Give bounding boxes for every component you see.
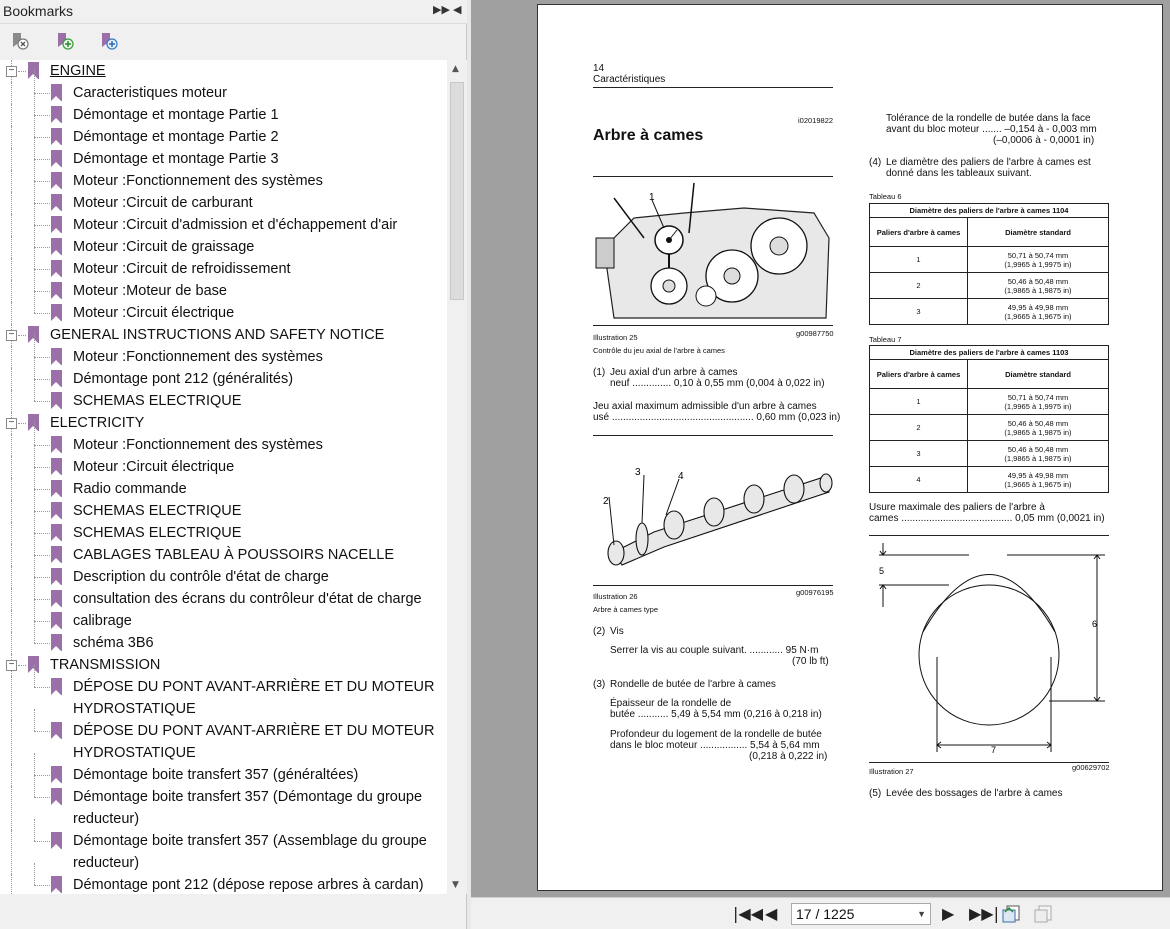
bearing-number: 2	[870, 273, 968, 299]
ill25-bottom-rule	[593, 325, 833, 326]
tree-connector	[34, 819, 35, 841]
tree-connector	[34, 753, 35, 775]
document-viewport[interactable]	[471, 0, 1170, 897]
bearing-diameter	[968, 299, 1109, 325]
bookmark-item[interactable]	[0, 126, 447, 148]
page-number: 14	[593, 63, 605, 74]
bookmark-item[interactable]	[0, 82, 447, 104]
tree-connector	[34, 445, 35, 467]
tolerance-line2: avant du bloc moteur ....... –0,154 à - 0,003 mm	[886, 124, 1097, 135]
tree-connector	[34, 621, 50, 622]
bookmark-label: consultation des écrans du contrôleur d'état de charge	[73, 591, 422, 607]
tree-connector	[34, 577, 35, 599]
ill26-camshaft-drawing	[594, 457, 834, 583]
table6-title: Diamètre des paliers de l'arbre à cames 1104	[870, 204, 1109, 218]
bookmark-label: schéma 3B6	[73, 635, 154, 651]
item5-title: Levée des bossages de l'arbre à cames	[886, 788, 1063, 799]
tree-connector	[34, 445, 50, 446]
bearing-diameter	[968, 247, 1109, 273]
bookmark-label: Moteur :Fonctionnement des systèmes	[73, 349, 323, 365]
tree-connector	[34, 885, 50, 886]
tree-connector	[34, 203, 50, 204]
tree-connector	[34, 71, 35, 93]
table6-col1: Paliers d'arbre à cames	[870, 218, 968, 247]
tree-connector	[18, 335, 26, 336]
tree-connector	[34, 489, 35, 511]
bookmark-item[interactable]	[0, 566, 447, 588]
ill26-top-rule	[593, 435, 833, 436]
tree-connector	[34, 665, 35, 687]
item3-number: (3)	[593, 679, 606, 690]
item2-line1: Serrer la vis au couple suivant. ............ 95 N·m	[610, 645, 819, 656]
tree-connector	[18, 71, 26, 72]
bearing-number: 1	[870, 247, 968, 273]
diameter-in: (1,9865 à 1,9875 in)	[1004, 453, 1072, 463]
bookmark-label: CABLAGES TABLEAU À POUSSOIRS NACELLE	[73, 547, 394, 563]
bookmark-label: calibrage	[73, 613, 132, 629]
tree-connector	[34, 357, 50, 358]
tree-connector	[34, 357, 35, 379]
bookmark-item[interactable]	[0, 170, 447, 192]
table-row	[870, 247, 1109, 273]
ill26-bottom-rule	[593, 585, 833, 586]
bearing-diameter	[968, 467, 1109, 493]
item1-line1: Jeu axial d'un arbre à cames	[610, 367, 738, 378]
bookmark-label: Moteur :Fonctionnement des systèmes	[73, 173, 323, 189]
item3-depth3: (0,218 à 0,222 in)	[749, 751, 828, 762]
bookmark-label: Moteur :Circuit de refroidissement	[73, 261, 291, 277]
diameter-in: (1,9665 à 1,9675 in)	[1004, 479, 1072, 489]
bookmark-icon	[51, 568, 62, 585]
ill26-caption: Arbre à cames type	[593, 605, 659, 614]
diameter-mm: 50,71 à 50,74 mm	[1007, 250, 1069, 260]
tree-connector	[34, 379, 50, 380]
tree-connector	[34, 643, 50, 644]
bookmark-icon	[51, 722, 62, 739]
item3-thick2: butée ........... 5,49 à 5,54 mm (0,216 à 0,218 in)	[610, 709, 822, 720]
next-view-icon[interactable]	[1033, 904, 1055, 924]
bearing-number: 2	[870, 415, 968, 441]
page-navigation-bar	[471, 897, 1170, 929]
item2-number: (2)	[593, 626, 606, 637]
bookmarks-scrollbar[interactable]	[447, 60, 467, 894]
tree-connector	[34, 709, 35, 731]
bookmark-icon	[51, 194, 62, 211]
ill27-top-rule	[869, 535, 1109, 536]
bearing-number: 4	[870, 467, 968, 493]
tree-connector	[34, 379, 35, 401]
tree-connector	[34, 313, 50, 314]
ill25-callout-1: 1	[649, 192, 655, 203]
ill26-callout-3: 3	[635, 467, 641, 478]
bearing-diameter	[968, 415, 1109, 441]
table-row	[870, 415, 1109, 441]
bookmark-label: GENERAL INSTRUCTIONS AND SAFETY NOTICE	[50, 327, 385, 343]
bookmark-item[interactable]	[0, 720, 447, 764]
tree-connector	[34, 181, 50, 182]
bookmark-item[interactable]	[0, 522, 447, 544]
item4-line1: Le diamètre des paliers de l'arbre à cames est	[886, 157, 1091, 168]
next-page-icon[interactable]: ▶	[942, 904, 955, 923]
tree-connector	[34, 533, 35, 555]
bookmark-label: DÉPOSE DU PONT AVANT-ARRIÈRE ET DU MOTEUR HYDROSTATIQUE	[73, 679, 435, 717]
tree-connector	[34, 93, 50, 94]
tree-connector	[34, 115, 35, 137]
bookmark-label: Démontage et montage Partie 3	[73, 151, 279, 167]
bookmark-icon	[51, 788, 62, 805]
bookmark-item[interactable]	[0, 192, 447, 214]
collapse-toggle-icon[interactable]: −	[6, 66, 17, 77]
chevron-down-icon[interactable]: ▼	[917, 909, 926, 919]
bookmark-icon	[51, 612, 62, 629]
bookmark-label: Démontage pont 212 (généralités)	[73, 371, 294, 387]
bookmarks-tree	[0, 60, 447, 894]
axial-max-line2: usé ................................................... 0,60 mm (0,023 in)	[593, 412, 841, 423]
document-page	[537, 4, 1163, 891]
bookmark-label: TRANSMISSION	[50, 657, 161, 673]
bearing-number: 3	[870, 441, 968, 467]
diameter-in: (1,9965 à 1,9975 in)	[1004, 259, 1072, 269]
bookmark-label: Démontage boite transfert 357 (Assemblage du groupe reducteur)	[73, 833, 427, 871]
bookmark-icon	[51, 678, 62, 695]
diameter-mm: 50,46 à 50,48 mm	[1007, 418, 1069, 428]
bookmark-icon	[51, 634, 62, 651]
tree-connector	[34, 269, 35, 291]
ill25-engine-drawing	[594, 178, 832, 323]
tree-connector	[34, 225, 35, 247]
section-title: Caractéristiques	[593, 74, 666, 85]
bookmark-icon	[51, 348, 62, 365]
tree-connector	[34, 291, 35, 313]
scroll-down-icon[interactable]: ▼	[452, 880, 459, 890]
tree-connector	[34, 863, 35, 885]
bookmark-item[interactable]	[0, 588, 447, 610]
bookmark-item[interactable]	[0, 346, 447, 368]
scroll-up-icon[interactable]: ▲	[452, 64, 459, 74]
bookmark-item[interactable]	[0, 390, 447, 412]
tree-connector	[34, 115, 50, 116]
bookmark-item[interactable]	[0, 676, 447, 720]
ill26-callout-4: 4	[678, 471, 684, 482]
tree-connector	[34, 335, 35, 357]
bookmark-icon	[51, 84, 62, 101]
bookmark-icon	[51, 282, 62, 299]
tree-connector	[18, 665, 26, 666]
tree-connector	[34, 489, 50, 490]
bookmark-item[interactable]	[0, 236, 447, 258]
bookmark-icon	[51, 590, 62, 607]
item1-line2: neuf .............. 0,10 à 0,55 mm (0,004 à 0,022 in)	[610, 378, 825, 389]
bookmark-item[interactable]	[0, 434, 447, 456]
diameter-mm: 49,95 à 49,98 mm	[1007, 470, 1069, 480]
item2-title: Vis	[610, 626, 624, 637]
previous-view-icon[interactable]	[1001, 904, 1023, 924]
bookmark-item[interactable]	[0, 764, 447, 786]
tree-connector	[34, 159, 35, 181]
tree-connector	[34, 599, 35, 621]
ill25-code: g00987750	[796, 329, 834, 338]
last-page-icon[interactable]: ▶▶|	[969, 904, 999, 923]
diameter-in: (1,9665 à 1,9675 in)	[1004, 311, 1072, 321]
item1-number: (1)	[593, 367, 606, 378]
bookmark-item[interactable]	[0, 500, 447, 522]
table-row	[870, 389, 1109, 415]
bookmark-item[interactable]	[0, 302, 447, 324]
bookmark-icon	[51, 766, 62, 783]
bookmark-item[interactable]	[0, 456, 447, 478]
bookmark-label: Démontage et montage Partie 1	[73, 107, 279, 123]
collapse-toggle-icon[interactable]: −	[6, 660, 17, 671]
bookmark-item[interactable]	[0, 478, 447, 500]
item3-title: Rondelle de butée de l'arbre à cames	[610, 679, 776, 690]
axial-max-line1: Jeu axial maximum admissible d'un arbre à cames	[593, 401, 817, 412]
tree-connector	[34, 555, 50, 556]
bearing-number: 3	[870, 299, 968, 325]
ill27-code: g00629702	[1072, 763, 1110, 772]
bookmark-label: Moteur :Moteur de base	[73, 283, 227, 299]
tree-connector	[34, 533, 50, 534]
find-bookmark-icon[interactable]	[98, 31, 120, 53]
ill26-label: Illustration 26	[593, 592, 638, 601]
bookmark-group[interactable]	[0, 324, 447, 346]
wear-line1: Usure maximale des paliers de l'arbre à	[869, 502, 1045, 513]
tree-connector	[34, 467, 50, 468]
tree-connector	[34, 841, 50, 842]
add-bookmark-icon[interactable]	[54, 31, 76, 53]
tree-connector	[34, 775, 35, 797]
bookmark-item[interactable]	[0, 258, 447, 280]
item4-line2: donné dans les tableaux suivant.	[886, 168, 1032, 179]
bookmark-label: Démontage pont 212 (dépose repose arbres à cardan)	[73, 877, 424, 893]
tolerance-line1: Tolérance de la rondelle de butée dans la face	[886, 113, 1091, 124]
bookmark-icon	[51, 546, 62, 563]
ill26-code: g00976195	[796, 588, 834, 597]
bearing-diameter	[968, 273, 1109, 299]
scrollbar-thumb[interactable]	[450, 82, 464, 300]
expand-all-icon[interactable]: ▶▶	[433, 3, 450, 16]
item4-number: (4)	[869, 157, 882, 168]
bookmark-label: Moteur :Fonctionnement des systèmes	[73, 437, 323, 453]
diameter-in: (1,9965 à 1,9975 in)	[1004, 401, 1072, 411]
ill25-label: Illustration 25	[593, 333, 638, 342]
bookmarks-panel	[0, 0, 467, 929]
bookmark-group[interactable]	[0, 654, 447, 676]
item3-thick1: Épaisseur de la rondelle de	[610, 698, 732, 709]
first-page-icon[interactable]: |◀◀	[733, 904, 763, 923]
ill27-label: Illustration 27	[869, 767, 914, 776]
bookmark-item[interactable]	[0, 148, 447, 170]
bookmark-label: Démontage boite transfert 357 (généraltées)	[73, 767, 359, 783]
tree-connector	[34, 203, 35, 225]
bookmark-icon	[51, 238, 62, 255]
bookmark-label: Moteur :Circuit de carburant	[73, 195, 253, 211]
tolerance-line3: (–0,0006 à - 0,0001 in)	[993, 135, 1095, 146]
tree-connector	[34, 269, 50, 270]
bookmarks-title: Bookmarks	[3, 3, 74, 19]
bookmark-item[interactable]	[0, 610, 447, 632]
bookmark-label: DÉPOSE DU PONT AVANT-ARRIÈRE ET DU MOTEUR HYDROSTATIQUE	[73, 723, 435, 761]
bookmark-icon	[51, 216, 62, 233]
bookmark-label: Moteur :Circuit de graissage	[73, 239, 255, 255]
bearing-diameter	[968, 389, 1109, 415]
bookmark-item[interactable]	[0, 544, 447, 566]
ill26-callout-2: 2	[603, 496, 609, 507]
tree-connector	[34, 93, 35, 115]
table6-col2: Diamètre standard	[968, 218, 1109, 247]
collapse-panel-icon[interactable]: ◀	[453, 3, 462, 16]
bookmark-label: SCHEMAS ELECTRIQUE	[73, 393, 242, 409]
collapse-toggle-icon[interactable]: −	[6, 418, 17, 429]
page-heading: Arbre à cames	[593, 127, 704, 144]
bookmark-group[interactable]	[0, 60, 447, 82]
bookmark-item[interactable]	[0, 104, 447, 126]
table7-caption: Tableau 7	[869, 335, 902, 344]
table6-caption: Tableau 6	[869, 192, 902, 201]
tree-connector	[34, 621, 35, 643]
bookmark-icon	[51, 128, 62, 145]
bookmark-item[interactable]	[0, 874, 447, 894]
bookmark-icon	[51, 876, 62, 893]
bookmarks-header	[0, 0, 467, 24]
bookmark-label: Moteur :Circuit d'admission et d'échappement d'air	[73, 217, 398, 233]
bookmark-label: Moteur :Circuit électrique	[73, 459, 235, 475]
bookmark-label: SCHEMAS ELECTRIQUE	[73, 503, 242, 519]
wear-line2: cames ........................................ 0,05 mm (0,0021 in)	[869, 513, 1105, 524]
table7-col1: Paliers d'arbre à cames	[870, 360, 968, 389]
tree-connector	[34, 423, 35, 445]
bearing-diameter	[968, 441, 1109, 467]
bookmark-item[interactable]	[0, 632, 447, 654]
tree-connector	[34, 401, 50, 402]
tree-connector	[34, 577, 50, 578]
tree-connector	[34, 291, 50, 292]
bookmark-icon	[51, 458, 62, 475]
section-rule	[593, 87, 833, 88]
ref-id: i02019822	[798, 116, 834, 125]
tree-connector	[34, 467, 35, 489]
tree-connector	[34, 181, 35, 203]
bookmark-icon	[51, 260, 62, 277]
bookmark-icon	[51, 502, 62, 519]
bookmark-item[interactable]	[0, 214, 447, 236]
bookmark-label: Description du contrôle d'état de charge	[73, 569, 329, 585]
bookmark-item[interactable]	[0, 280, 447, 302]
item3-depth2: dans le bloc moteur ................. 5,54 à 5,64 mm	[610, 740, 820, 751]
tree-connector	[34, 225, 50, 226]
bookmark-label: Démontage boite transfert 357 (Démontage du groupe reducteur)	[73, 789, 423, 827]
ill27-callout-5: 5	[879, 566, 885, 576]
bookmark-label: ENGINE	[50, 63, 106, 79]
delete-bookmark-icon[interactable]	[9, 31, 31, 53]
ill25-top-rule	[593, 176, 833, 177]
diameter-in: (1,9865 à 1,9875 in)	[1004, 285, 1072, 295]
bookmark-icon	[51, 524, 62, 541]
table6	[869, 203, 1109, 325]
bearing-number: 1	[870, 389, 968, 415]
bookmark-icon	[51, 150, 62, 167]
diameter-mm: 50,71 à 50,74 mm	[1007, 392, 1069, 402]
table7-title: Diamètre des paliers de l'arbre à cames 1103	[870, 346, 1109, 360]
table-row	[870, 299, 1109, 325]
bookmark-icon	[51, 370, 62, 387]
bookmark-item[interactable]	[0, 786, 447, 830]
tree-connector	[18, 423, 26, 424]
tree-connector	[34, 731, 50, 732]
bookmark-label: Démontage et montage Partie 2	[73, 129, 279, 145]
tree-connector	[34, 511, 35, 533]
bookmark-icon	[51, 832, 62, 849]
tree-connector	[34, 511, 50, 512]
bookmark-icon	[51, 106, 62, 123]
tree-connector	[34, 555, 35, 577]
bookmark-item[interactable]	[0, 830, 447, 874]
page-number-input[interactable]	[791, 903, 931, 925]
diameter-in: (1,9865 à 1,9875 in)	[1004, 427, 1072, 437]
tree-connector	[34, 137, 50, 138]
ill27-cam-lobe-drawing	[869, 537, 1109, 761]
item5-number: (5)	[869, 788, 882, 799]
tree-connector	[34, 797, 50, 798]
tree-connector	[34, 247, 50, 248]
tree-connector	[34, 247, 35, 269]
item3-depth1: Profondeur du logement de la rondelle de butée	[610, 729, 822, 740]
bookmark-icon	[51, 172, 62, 189]
tree-connector	[34, 599, 50, 600]
ill25-caption: Contrôle du jeu axial de l'arbre à cames	[593, 346, 725, 355]
bookmark-icon	[51, 392, 62, 409]
page-display: 17 / 1225	[796, 906, 855, 922]
bookmark-item[interactable]	[0, 368, 447, 390]
bookmark-icon	[51, 480, 62, 497]
table-row	[870, 273, 1109, 299]
ill27-callout-7: 7	[991, 745, 997, 755]
tree-connector	[34, 137, 35, 159]
diameter-mm: 49,95 à 49,98 mm	[1007, 302, 1069, 312]
collapse-toggle-icon[interactable]: −	[6, 330, 17, 341]
ill27-callout-6: 6	[1092, 619, 1098, 629]
table7-col2: Diamètre standard	[968, 360, 1109, 389]
bookmark-label: Radio commande	[73, 481, 187, 497]
bookmarks-toolbar	[0, 25, 467, 59]
diameter-mm: 50,46 à 50,48 mm	[1007, 444, 1069, 454]
tree-connector	[34, 687, 50, 688]
table-row	[870, 441, 1109, 467]
prev-page-icon[interactable]: ◀	[765, 904, 778, 923]
bookmark-icon	[51, 304, 62, 321]
bookmark-label: ELECTRICITY	[50, 415, 145, 431]
bookmark-icon	[51, 436, 62, 453]
tree-connector	[34, 775, 50, 776]
bookmark-label: Caracteristiques moteur	[73, 85, 227, 101]
item2-line2: (70 lb ft)	[792, 656, 829, 667]
bookmark-group[interactable]	[0, 412, 447, 434]
bookmark-label: SCHEMAS ELECTRIQUE	[73, 525, 242, 541]
table7	[869, 345, 1109, 493]
diameter-mm: 50,46 à 50,48 mm	[1007, 276, 1069, 286]
bookmark-label: Moteur :Circuit électrique	[73, 305, 235, 321]
table-row	[870, 467, 1109, 493]
tree-connector	[34, 159, 50, 160]
